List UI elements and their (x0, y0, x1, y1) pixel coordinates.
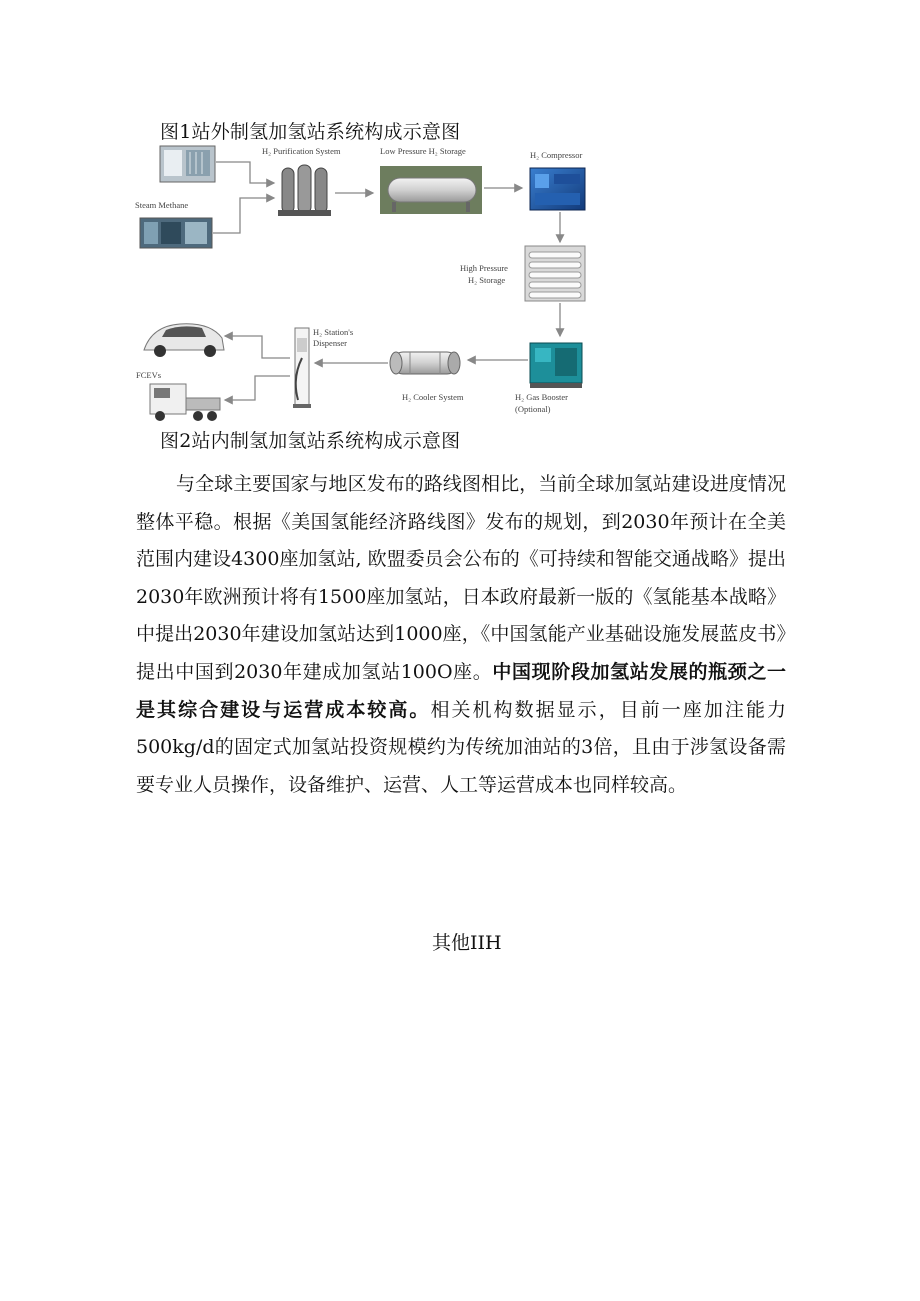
label-dispenser-2: Dispenser (313, 338, 347, 348)
steam-methane-unit (140, 218, 212, 248)
compressor-unit (530, 168, 585, 210)
hydrogen-station-diagram (130, 138, 600, 423)
label-gas-booster-1: H₂ Gas Booster (515, 392, 569, 402)
label-dispenser-1: H₂ Station's (313, 327, 354, 337)
arrow-source2-purification (213, 198, 274, 233)
arrow-dispenser-car (225, 336, 290, 358)
label-fcevs: FCEVs (136, 370, 162, 380)
label-compressor: H₂ Compressor (530, 150, 583, 160)
dispenser-unit (293, 328, 311, 408)
arrow-source1-purification (216, 162, 274, 183)
label-steam-methane: Steam Methane (135, 200, 189, 210)
high-pressure-storage (525, 246, 585, 301)
arrow-dispenser-truck (225, 376, 290, 400)
label-purification: H₂ Purification System (262, 146, 341, 156)
fcev-truck (150, 384, 220, 421)
footer-label: 其他IIH (432, 932, 502, 954)
figure-1-caption: 图1站外制氢加氢站系统构成示意图 (160, 121, 461, 143)
main-paragraph (136, 466, 786, 804)
low-pressure-tank (380, 166, 482, 214)
paragraph-text (136, 466, 786, 804)
cooler-system (390, 352, 460, 374)
steam-reformer-unit-top (160, 146, 215, 182)
figure-2-caption: 图2站内制氢加氢站系统构成示意图 (160, 430, 461, 452)
fcev-car (144, 324, 224, 357)
diagram-svg (130, 138, 600, 423)
purification-system (278, 165, 331, 216)
label-cooler: H₂ Cooler System (402, 392, 464, 402)
gas-booster-unit (530, 343, 582, 388)
label-gas-booster-2: (Optional) (515, 404, 551, 414)
paragraph-text-part-1: 与全球主要国家与地区发布的路线图相比，当前全球加氢站建设进度情况整体平稳。根据《美国氢能经济路线图》发布的规划，到2030年预计在全美范围内建设4300座加氢站, 欧盟委员会公布的《可持续和智能交通战略》提出2030年欧洲预计将有1500座加氢站，日本政府最新一版的《氢能基本战略》中提出2030年建设加氢站达到1000座，《中国氢能产业基础设施发展蓝皮书》提出中国到2030年建成加氢站100O座。 (136, 473, 786, 683)
label-high-pressure-1: High Pressure (460, 263, 508, 273)
paragraph-bold-text: 中国现阶段加氢站发展的瓶颈之一是其综合建设与运营成本较高。 (136, 660, 786, 721)
label-low-pressure: Low Pressure H₂ Storage (380, 146, 466, 156)
label-high-pressure-2: H₂ Storage (468, 275, 506, 285)
paragraph-text-part-2: 相关机构数据显示，目前一座加注能力500kg/d的固定式加氢站投资规模约为传统加油站的3倍，且由于涉氢设备需要专业人员操作，设备维护、运营、人工等运营成本也同样较高。 (136, 698, 786, 796)
